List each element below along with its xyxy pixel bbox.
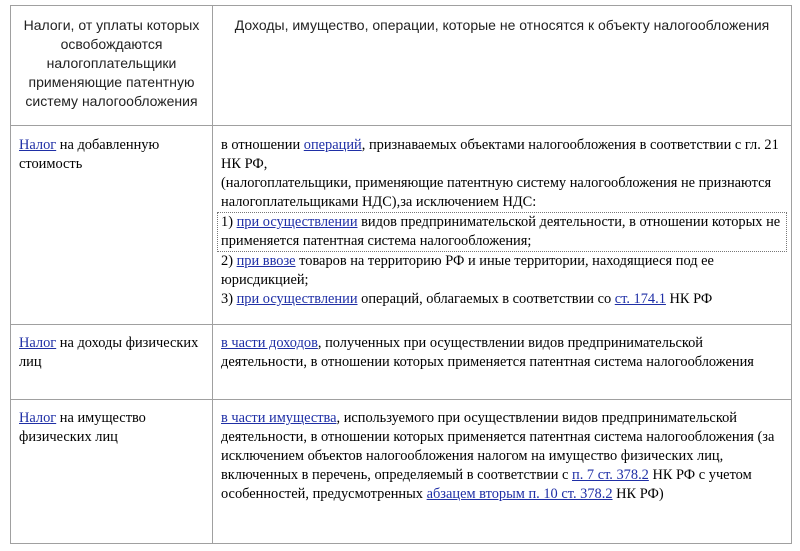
table-header-row xyxy=(11,6,792,126)
item-number: 1) xyxy=(221,214,237,230)
vat-item-1 xyxy=(217,212,787,252)
item-number: 2) xyxy=(221,253,237,269)
item-number: 3) xyxy=(221,291,237,307)
income-part-link[interactable]: в части доходов xyxy=(221,335,318,351)
tax-name-cell xyxy=(11,325,213,400)
text: , полученных при осуществлении видов предпринимательской деятельности, в отношении которых применяется патентная система налогообложения xyxy=(221,335,754,370)
description-cell xyxy=(213,325,792,400)
tax-link[interactable]: Налог xyxy=(19,410,57,426)
table-row-property-tax xyxy=(11,400,792,544)
tax-name-text: на доходы физических лиц xyxy=(19,335,199,370)
tax-table-container xyxy=(10,5,791,544)
text: НК РФ) xyxy=(612,486,664,502)
article-174-link[interactable]: ст. 174.1 xyxy=(614,291,666,307)
text: НК РФ xyxy=(665,291,713,307)
tax-name-text: на добавленную стоимость xyxy=(19,137,160,172)
text: , используемого при осуществлении видов предпринимательской деятельности, в отношении которых применяется патентная система налогообложения (за исключением объектов налогообложения налогом на имущество физических лиц, включенных в перечень, определяемый в соответствии с xyxy=(221,410,775,483)
property-part-link[interactable]: в части имущества xyxy=(221,410,337,426)
article-378-p7-link[interactable]: п. 7 ст. 378.2 xyxy=(572,467,649,483)
operations-link[interactable]: операций xyxy=(303,137,362,153)
tax-name-text: на имущество физических лиц xyxy=(19,410,146,445)
tax-link[interactable]: Налог xyxy=(19,335,57,351)
implementation-link-2[interactable]: при осуществлении xyxy=(236,291,358,307)
import-link[interactable]: при ввозе xyxy=(236,253,296,269)
vat-paragraph-1 xyxy=(221,136,783,174)
description-cell xyxy=(213,400,792,544)
table-row-vat xyxy=(11,126,792,325)
table-row-personal-income xyxy=(11,325,792,400)
text: в отношении xyxy=(221,137,304,153)
vat-item-3 xyxy=(221,290,783,309)
text: , признаваемых объектами налогообложения в соответствии с гл. 21 НК РФ, xyxy=(221,137,779,172)
text: видов предпринимательской деятельности, в отношении которых не применяется патентная система налогообложения; xyxy=(221,214,781,249)
text: НК РФ с учетом особенностей, предусмотренных xyxy=(221,467,752,502)
tax-exemption-table xyxy=(10,5,792,544)
tax-name-cell xyxy=(11,126,213,325)
header-non-taxable: Доходы, имущество, операции, которые не относятся к объекту налогообложения xyxy=(213,6,792,126)
vat-paragraph-2: (налогоплательщики, применяющие патентную систему налогообложения не признаются налогоплательщиками НДС),за исключением НДС: xyxy=(221,175,772,210)
text: товаров на территорию РФ и иные территории, находящиеся под ее юрисдикцией; xyxy=(221,253,714,288)
implementation-link[interactable]: при осуществлении xyxy=(236,214,358,230)
text: операций, облагаемых в соответствии со xyxy=(357,291,615,307)
tax-name-cell xyxy=(11,400,213,544)
tax-link[interactable]: Налог xyxy=(19,137,57,153)
article-378-p10-link[interactable]: абзацем вторым п. 10 ст. 378.2 xyxy=(426,486,613,502)
vat-item-2 xyxy=(221,252,783,290)
header-taxes: Налоги, от уплаты которых освобождаются налогоплательщики применяющие патентную систему налогообложения xyxy=(11,6,213,126)
description-cell xyxy=(213,126,792,325)
